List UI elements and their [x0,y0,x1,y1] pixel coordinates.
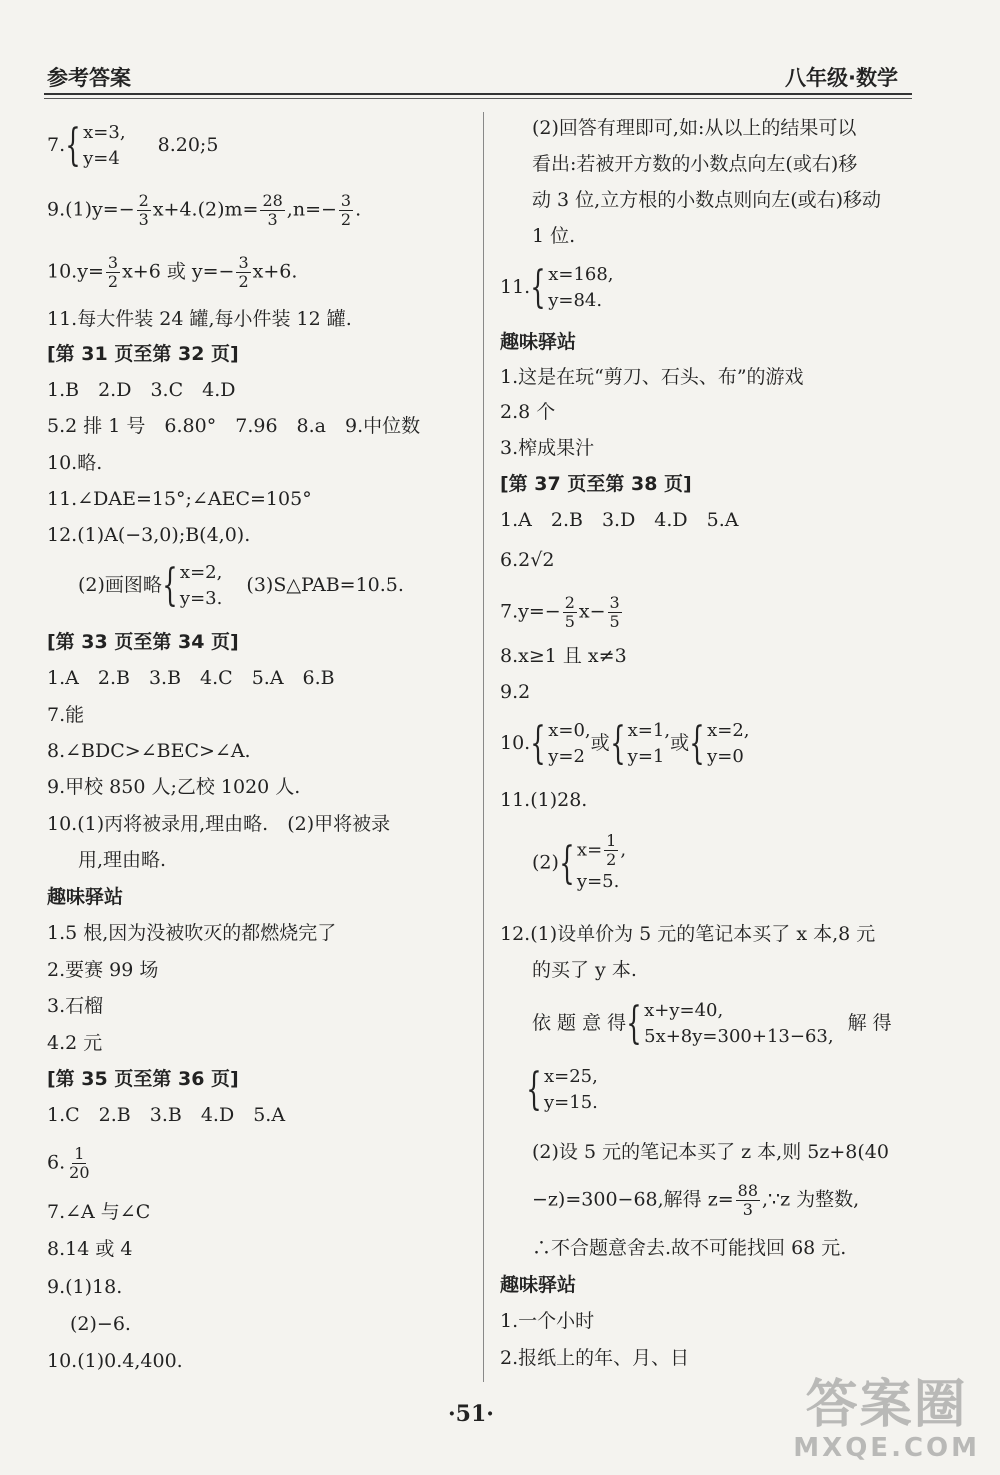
equation-system [65,120,125,172]
text-part: x+4.(2)m= [152,198,259,221]
equation-system [526,1064,598,1116]
equation-system [689,718,749,770]
equation-line: x=25, [544,1066,598,1087]
text-part: x− [578,600,606,623]
header-right: 八年级·数学 [785,66,898,90]
fraction: $\frac{2}{3}$ [138,191,149,229]
brace-icon: { [626,998,642,1049]
watermark-url: MXQE.COM [793,1433,980,1463]
answer-11-2-right [532,832,626,895]
equation-line: y=0 [707,746,744,767]
text-part: −z)=300−68,解得 z= [532,1188,734,1211]
equation-system [559,832,626,895]
section-heading: 趣味驿站 [500,331,577,353]
text-part: 6. [47,1151,66,1174]
equation-line: x=1, [627,720,671,741]
equation-system [530,262,613,314]
fraction: $\frac{1}{20}$ [69,1144,90,1182]
answer-line: 1.一个小时 [500,1310,595,1332]
equation-system [162,560,222,612]
answer-line: 7.能 [47,704,85,726]
equation-line: x=3, [83,122,126,143]
brace-icon: { [162,560,178,611]
equation-part: , [620,839,627,861]
equation-line: y=3. [179,588,223,609]
equation-system [610,718,670,770]
fraction: $\frac{28}{3}$ [262,191,283,229]
answer-line: 6.2√2 [500,549,555,571]
watermark-logo [793,1377,980,1463]
text-part: (3)S△PAB=10.5. [246,574,404,596]
answer-line: 10.略. [47,452,103,474]
answer-6 [47,1145,94,1182]
equation-line: y=15. [544,1092,598,1113]
section-heading: 趣味驿站 [47,886,124,908]
section-heading: [第 35 页至第 36 页] [47,1068,239,1090]
text-part: x+6 或 y=− [122,260,235,283]
text-part: 依 题 意 得 [532,1012,627,1034]
answer-10 [47,254,297,291]
fraction: $\frac{3}{2}$ [107,253,119,291]
answer-line: 动 3 位,立方根的小数点则向左(或右)移动 [532,189,882,211]
section-heading: [第 31 页至第 32 页] [47,343,239,365]
equation-line: y=84. [548,290,603,311]
answer-line: 9.甲校 850 人;乙校 1020 人. [47,776,301,798]
text-part: x+6. [252,260,298,283]
header-rule-thin [44,98,912,99]
answer-text: 8.20;5 [157,134,219,156]
equation-line: x=2, [707,720,750,741]
equation-part: x= [576,839,603,861]
text-part: (2)画图略 [78,574,162,596]
fraction: $\frac{1}{2}$ [606,831,617,869]
answer-line: 10.(1)0.4,400. [47,1350,183,1372]
text-part: . [355,198,362,221]
text-part: 9.(1)y=− [47,198,135,221]
answer-line: 12.(1)A(−3,0);B(4,0). [47,524,251,546]
answer-line: 8.14 或 4 [47,1238,133,1260]
text-part: ,n=− [286,198,337,221]
header-rule [44,93,912,95]
item-label: 11. [500,276,531,298]
equation-line: y=4 [83,148,120,169]
answer-line: 2.报纸上的年、月、日 [500,1347,690,1369]
item-label: 10. [500,732,531,754]
equation-line: x=168, [548,264,614,285]
answer-line: 9.(1)18. [47,1276,123,1298]
answer-line: 看出:若被开方数的小数点向左(或右)移 [532,153,858,175]
answer-line: 9.2 [500,681,531,703]
answer-7-8 [47,120,218,172]
equation-line: 5x+8y=300+13−63, [644,1026,834,1047]
text-part: 7.y=− [500,600,561,623]
answer-line: 11.(1)28. [500,789,588,811]
answer-line: (2)设 5 元的笔记本买了 z 本,则 5z+8(40 [532,1141,889,1163]
answer-line: 1.B 2.D 3.C 4.D [47,379,236,401]
equation-line: y=5. [576,871,620,892]
answer-line: 3.石榴 [47,995,104,1017]
fraction: $\frac{88}{3}$ [737,1181,758,1219]
answer-line: (2)回答有理即可,如:从以上的结果可以 [532,117,857,139]
answer-line: 1.5 根,因为没被吹灭的都燃烧完了 [47,922,337,944]
section-heading: [第 33 页至第 34 页] [47,631,239,653]
text-part: 或 [590,732,610,754]
column-divider [483,112,484,1382]
answer-line: 7.∠A 与∠C [47,1201,151,1223]
fraction: $\frac{3}{5}$ [609,593,620,631]
answer-12-2 [78,560,404,612]
answer-line: 12.(1)设单价为 5 元的笔记本买了 x 本,8 元 [500,923,876,945]
answer-line: 1.A 2.B 3.D 4.D 5.A [500,509,739,531]
section-heading: [第 37 页至第 38 页] [500,473,692,495]
fraction: $\frac{3}{2}$ [238,253,249,291]
answer-line: (2)−6. [70,1313,131,1335]
text-part: 或 [670,732,690,754]
answer-10-right [500,718,750,770]
answer-line: 5.2 排 1 号 6.80° 7.96 8.a 9.中位数 [47,415,421,437]
fraction: $\frac{3}{2}$ [340,191,352,229]
brace-icon: { [526,1064,542,1115]
answer-12-equations [532,998,892,1050]
equation-line: x=2, [179,562,223,583]
answer-line: 2.8 个 [500,401,556,423]
text-part: 解 得 [847,1012,892,1034]
brace-icon: { [530,718,546,769]
brace-icon: { [609,718,626,769]
answer-12-2-line [532,1182,859,1219]
answer-line: 8.x≥1 且 x≠3 [500,645,627,667]
answer-line: 1 位. [532,225,576,247]
answer-line: 的买了 y 本. [532,959,637,981]
brace-icon: { [689,718,705,769]
text-part: ,∵z 为整数, [762,1188,860,1211]
answer-line: 1.这是在玩“剪刀、石头、布”的游戏 [500,366,804,388]
item-label: (2) [532,851,559,874]
header-left: 参考答案 [47,66,131,90]
section-heading: 趣味驿站 [500,1274,577,1296]
equation-line: x=0, [548,720,591,741]
answer-line: 10.(1)丙将被录用,理由略. (2)甲将被录 [47,813,391,835]
text-part: 10.y= [47,260,104,283]
answer-line: 4.2 元 [47,1032,103,1054]
equation-line: x+y=40, [644,1000,724,1021]
answer-line: 11.∠DAE=15°;∠AEC=105° [47,488,312,510]
equation-line: y=2 [548,746,585,767]
watermark-text: 答案圈 [805,1375,968,1435]
answer-9 [47,192,361,229]
answer-7-right [500,594,624,631]
brace-icon: { [559,837,575,889]
answer-line: 3.榨成果汁 [500,437,595,459]
answer-line: 1.A 2.B 3.B 4.C 5.A 6.B [47,667,335,689]
answer-12-solution [526,1064,598,1116]
answer-line: 用,理由略. [78,849,167,871]
answer-line: ∴不合题意舍去.故不可能找回 68 元. [532,1237,847,1259]
fraction: $\frac{2}{5}$ [564,593,575,631]
page-number: ·51· [448,1401,494,1427]
item-label: 7. [47,134,66,156]
answer-11: 11.每大件装 24 罐,每小件装 12 罐. [47,308,352,330]
answer-line: 8.∠BDC>∠BEC>∠A. [47,740,251,762]
equation-line: y=1 [627,746,665,767]
brace-icon: { [65,120,81,171]
equation-system [626,998,833,1050]
answer-line: 1.C 2.B 3.B 4.D 5.A [47,1104,286,1126]
equation-system [530,718,590,770]
brace-icon: { [530,262,546,313]
answer-line: 2.要赛 99 场 [47,959,159,981]
answer-11-right [500,262,614,314]
